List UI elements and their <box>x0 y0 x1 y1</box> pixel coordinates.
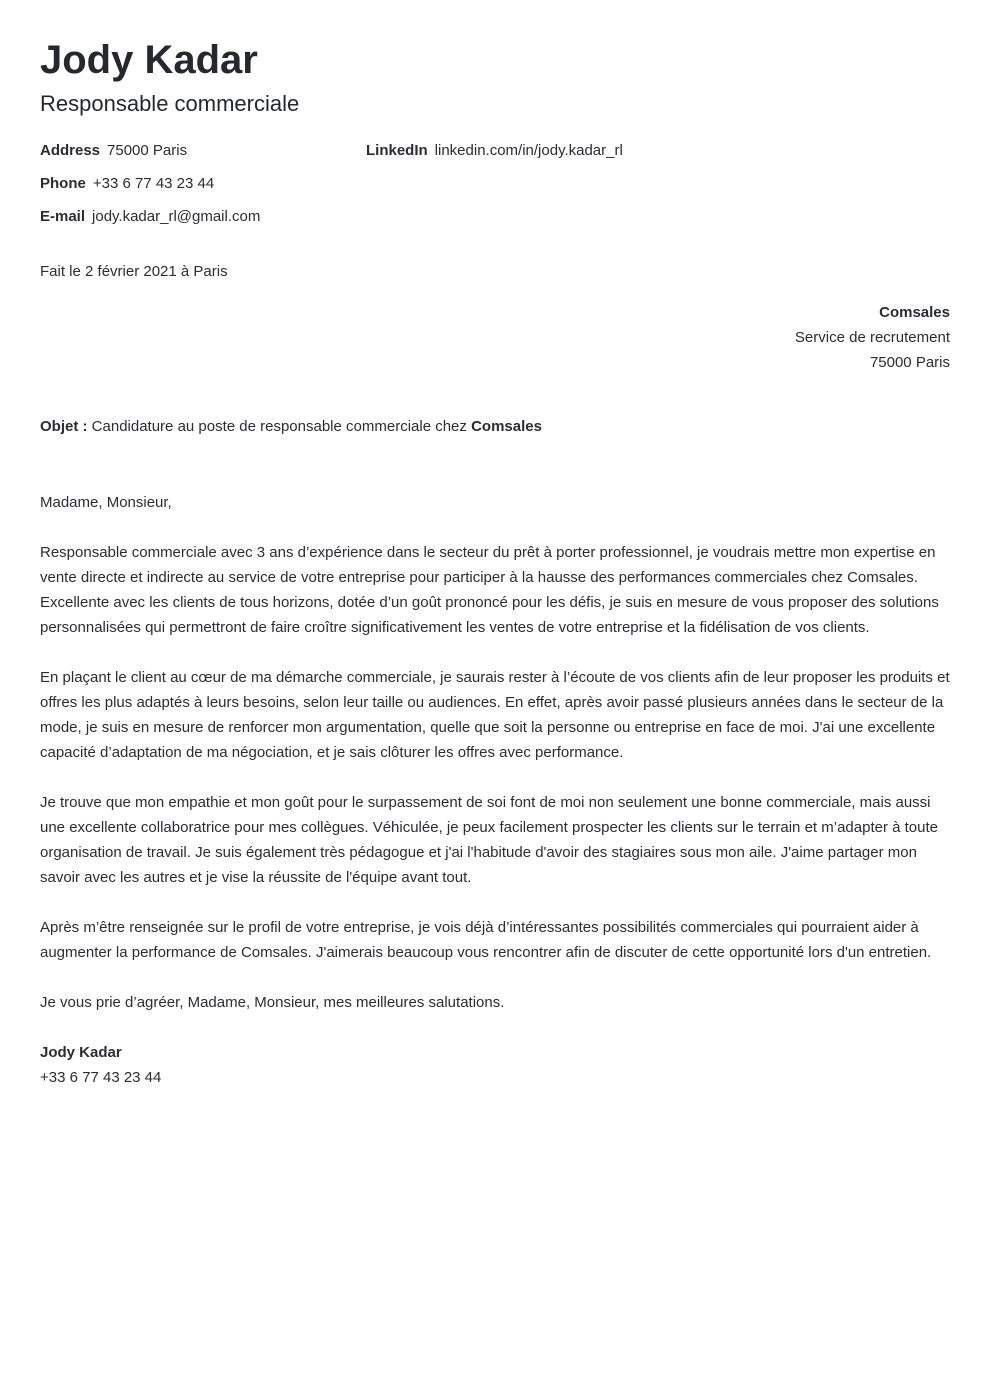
subject-company: Comsales <box>471 418 542 435</box>
email-value[interactable]: jody.kadar_rl@gmail.com <box>92 208 261 225</box>
paragraph-4: Après m’être renseignée sur le profil de votre entreprise, je vois déjà d’intéressantes possibilités commerciales qui pourraient aider à augmenter la performance de Comsales. J'aimerais beaucoup vous rencontrer afin de discuter de cette opportunité lors d'un entretien. <box>40 919 932 961</box>
recipient-department: Service de recrutement <box>794 329 950 346</box>
applicant-job-title: Responsable commerciale <box>40 91 300 116</box>
address-value: 75000 Paris <box>107 142 188 159</box>
contact-email <box>40 207 260 227</box>
recipient-company: Comsales <box>879 304 950 321</box>
phone-value: +33 6 77 43 23 44 <box>92 175 215 192</box>
address-label: Address <box>40 142 101 159</box>
contact-address <box>40 141 187 161</box>
recipient-block <box>795 300 950 375</box>
contact-phone <box>40 174 214 194</box>
signature-name: Jody Kadar <box>40 1044 122 1061</box>
paragraph-2: En plaçant le client au cœur de ma démarche commerciale, je saurais rester à l’écoute de vos clients afin de leur proposer les produits et offres les plus adaptés à leurs besoins, selon leur taille ou audiences. En effet, après avoir passé plusieurs années dans le secteur de la mode, je suis en mesure de renforcer mon argumentation, quelle que soit la personne ou entreprise en face de moi. J'ai une excellente capacité d’adaptation de ma négociation, et je sais clôturer les offres avec performance. <box>40 669 950 761</box>
subject-text: Candidature au poste de responsable commerciale chez <box>91 418 467 435</box>
contact-linkedin <box>366 141 623 161</box>
greeting: Madame, Monsieur, <box>40 494 172 511</box>
paragraph-3: Je trouve que mon empathie et mon goût pour le surpassement de soi font de moi non seulement une bonne commerciale, mais aussi une excellente collaboratrice pour mes collègues. Véhiculée, je peux facilement prospecter les clients sur le terrain et m’adapter à toute organisation de travail. Je suis également très pédagogue et j'ai l'habitude d'avoir des stagiaires sous mon aile. J'aime partager mon savoir avec les autres et je vise la réussite de l'équipe avant tout. <box>40 794 938 886</box>
letter-body <box>40 490 952 1040</box>
linkedin-value[interactable]: linkedin.com/in/jody.kadar_rl <box>434 142 623 159</box>
letter-subject <box>40 417 542 437</box>
signature-phone: +33 6 77 43 23 44 <box>40 1069 162 1086</box>
recipient-city: 75000 Paris <box>869 354 950 371</box>
subject-label: Objet : <box>40 418 88 435</box>
letter-date: Fait le 2 février 2021 à Paris <box>40 263 228 280</box>
linkedin-label: LinkedIn <box>366 142 428 159</box>
closing: Je vous prie d’agréer, Madame, Monsieur, mes meilleures salutations. <box>40 994 505 1011</box>
paragraph-1: Responsable commerciale avec 3 ans d’expérience dans le secteur du prêt à porter professionnel, je voudrais mettre mon expertise en vente directe et indirecte au service de votre entreprise pour participer à la hausse des performances commerciales chez Comsales. Excellente avec les clients de tous horizons, dotée d’un goût prononcé pour les défis, je suis en mesure de vous proposer des solutions personnalisées qui permettront de faire croître significativement les ventes de votre entreprise et la fidélisation de vos clients. <box>40 544 939 636</box>
phone-label: Phone <box>40 175 86 192</box>
applicant-name: Jody Kadar <box>40 38 258 82</box>
email-label: E-mail <box>40 208 86 225</box>
signature-block <box>40 1040 161 1090</box>
